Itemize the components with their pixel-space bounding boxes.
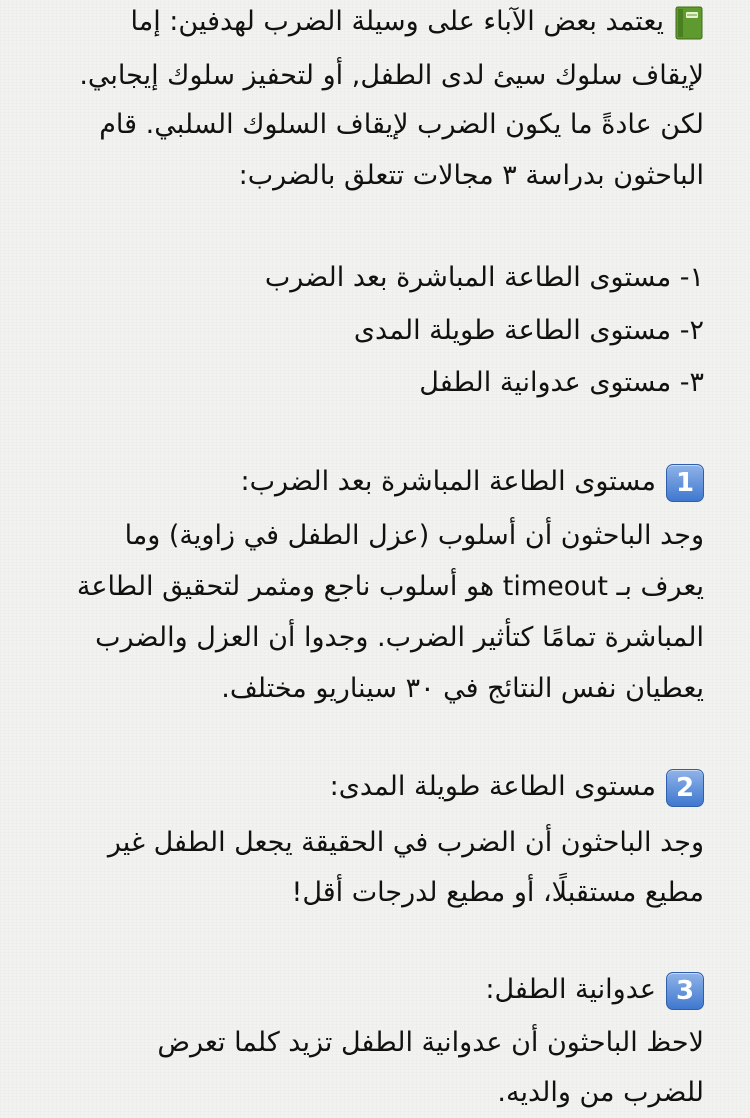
intro-text-1: يعتمد بعض الآباء على وسيلة الضرب لهدفين: إما [130, 6, 664, 37]
number-2-badge-icon: 2 [666, 769, 704, 807]
intro-line-1 [131, 2, 704, 42]
section-2-heading: مستوى الطاعة طويلة المدى: [329, 771, 656, 802]
area-item-1: ١- مستوى الطاعة المباشرة بعد الضرب [264, 262, 704, 293]
section-2-line-2: مطيع مستقبلًا، أو مطيع لدرجات أقل! [291, 877, 704, 908]
section-1-line-4: يعطيان نفس النتائج في ٣٠ سيناريو مختلف. [221, 673, 704, 704]
area-item-2: ٢- مستوى الطاعة طويلة المدى [353, 315, 704, 346]
intro-line-2: لإيقاف سلوك سيئ لدى الطفل, أو لتحفيز سلوك إيجابي. [79, 60, 704, 91]
intro-line-4: الباحثون بدراسة ٣ مجالات تتعلق بالضرب: [238, 160, 704, 191]
area-item-3: ٣- مستوى عدوانية الطفل [419, 367, 704, 398]
section-3-heading: عدوانية الطفل: [485, 974, 656, 1005]
section-2-line-1: وجد الباحثون أن الضرب في الحقيقة يجعل الطفل غير [107, 827, 704, 858]
section-1-heading: مستوى الطاعة المباشرة بعد الضرب: [240, 466, 656, 497]
section-3-heading-line [485, 970, 704, 1010]
green-book-icon [674, 6, 704, 40]
section-1-heading-line [241, 462, 704, 502]
section-1-line-2: يعرف بـ timeout هو أسلوب ناجع ومثمر لتحقيق الطاعة [76, 571, 704, 602]
section-1-line-1: وجد الباحثون أن أسلوب (عزل الطفل في زاوية) وما [124, 520, 704, 551]
section-2-heading-line [330, 767, 704, 807]
section-3-line-1: لاحظ الباحثون أن عدوانية الطفل تزيد كلما تعرض [157, 1027, 704, 1058]
number-3-badge-icon: 3 [666, 972, 704, 1010]
section-1-line-3: المباشرة تمامًا كتأثير الضرب. وجدوا أن العزل والضرب [95, 622, 704, 653]
section-3-line-2: للضرب من والديه. [497, 1077, 704, 1108]
intro-line-3: لكن عادةً ما يكون الضرب لإيقاف السلوك السلبي. قام [99, 109, 704, 140]
number-1-badge-icon: 1 [666, 464, 704, 502]
